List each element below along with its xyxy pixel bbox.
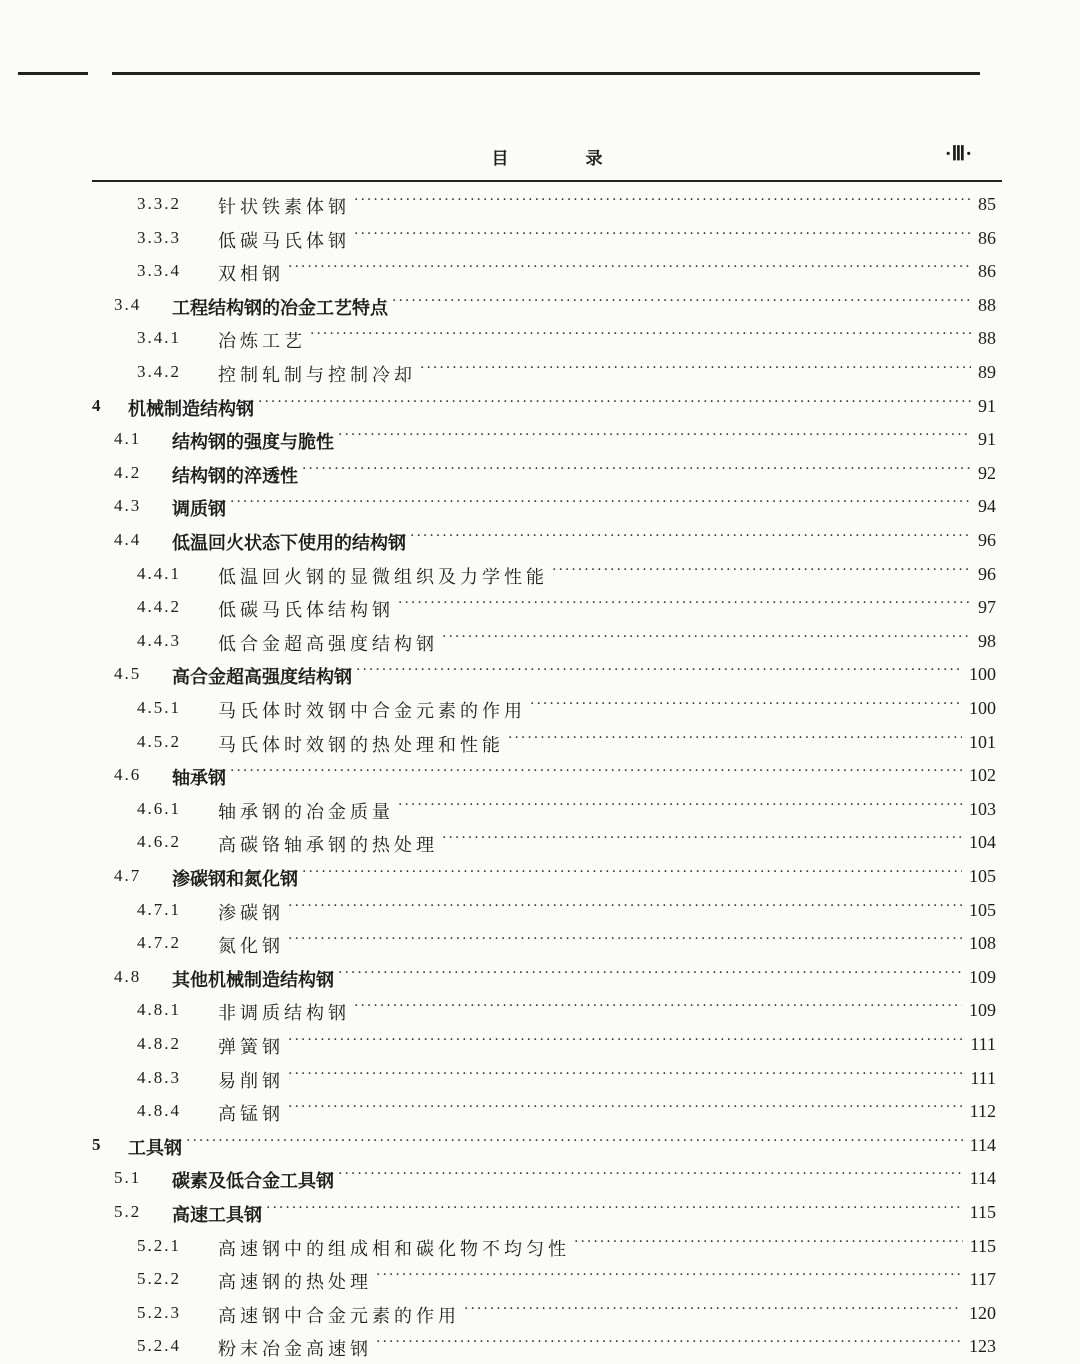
toc-entry-page: 96 <box>975 530 996 551</box>
toc-entry-page: 114 <box>967 1135 996 1156</box>
toc-entry <box>0 1095 1080 1129</box>
toc-dot-leader <box>354 226 971 248</box>
toc-entry-page: 98 <box>975 631 996 652</box>
toc-entry-page: 86 <box>975 228 996 249</box>
toc-dot-leader <box>230 494 971 516</box>
toc-dot-leader <box>398 797 962 819</box>
toc-entry-number: 4.1 <box>114 429 142 449</box>
toc-dot-leader <box>398 595 971 617</box>
toc-entry-number: 4.5.1 <box>137 698 181 717</box>
toc-entry-title: 高合金超高强度结构钢 <box>172 663 356 689</box>
toc-entry-title: 高碳铬轴承钢的热处理 <box>218 831 442 857</box>
toc-entry <box>0 994 1080 1028</box>
toc-dot-leader <box>410 528 971 550</box>
toc-entry-page: 109 <box>966 1000 996 1021</box>
toc-entry-number: 4.8.2 <box>137 1034 181 1053</box>
toc-entry-page: 102 <box>966 765 996 786</box>
toc-entry-page: 100 <box>966 698 996 719</box>
toc-dot-leader <box>288 898 962 920</box>
top-rule-segment <box>18 72 88 75</box>
toc-entry-page: 101 <box>966 732 996 753</box>
toc-entry-page: 108 <box>966 933 996 954</box>
toc-entry <box>0 726 1080 760</box>
toc-entry-page: 96 <box>975 564 996 585</box>
toc-entry-title: 渗碳钢 <box>218 899 288 925</box>
toc-dot-leader <box>186 1133 963 1155</box>
top-rule-segment <box>112 72 980 75</box>
toc-entry-number: 3.3.4 <box>137 261 181 281</box>
toc-dot-leader <box>288 259 971 281</box>
toc-entry-title: 轴承钢 <box>172 764 230 790</box>
toc-entry <box>0 759 1080 793</box>
toc-entry <box>0 1129 1080 1163</box>
toc-entry-page: 91 <box>975 429 996 450</box>
toc-entry <box>0 423 1080 457</box>
toc-entry-title: 冶炼工艺 <box>218 327 310 353</box>
toc-entry <box>0 558 1080 592</box>
toc-entry-number: 4.7.2 <box>137 933 181 953</box>
toc-entry-page: 111 <box>967 1034 996 1055</box>
toc-entry <box>0 356 1080 390</box>
toc-dot-leader <box>288 931 962 953</box>
toc-entry-number: 4.3 <box>114 496 142 516</box>
toc-entry-page: 97 <box>975 597 996 618</box>
toc-entry-title: 碳素及低合金工具钢 <box>172 1167 338 1193</box>
toc-entry-page: 115 <box>967 1202 996 1223</box>
toc-dot-leader <box>338 965 962 987</box>
toc-entry-title: 高速钢的热处理 <box>218 1268 376 1294</box>
toc-entry <box>0 793 1080 827</box>
toc-dot-leader <box>288 1066 963 1088</box>
toc-entry-title: 低碳马氏体钢 <box>218 227 354 253</box>
toc-entry-title: 马氏体时效钢的热处理和性能 <box>218 731 508 757</box>
toc-entry-number: 5.2.4 <box>137 1336 181 1356</box>
toc-entry-number: 3.3.3 <box>137 227 181 247</box>
toc-entry <box>0 826 1080 860</box>
toc-entry-page: 88 <box>975 295 996 316</box>
toc-entry-number: 4.4.3 <box>137 630 181 650</box>
toc-entry-page: 105 <box>966 900 996 921</box>
toc-entry-title: 机械制造结构钢 <box>128 395 258 421</box>
toc-entry-page: 94 <box>975 496 996 517</box>
toc-entry <box>0 524 1080 558</box>
toc-entry-number: 4.2 <box>114 462 142 482</box>
toc-dot-leader <box>302 864 962 886</box>
toc-entry <box>0 591 1080 625</box>
toc-entry-page: 123 <box>966 1336 996 1357</box>
toc-dot-leader <box>376 1334 962 1356</box>
toc-entry-number: 4.4 <box>114 530 142 549</box>
toc-entry-number: 4.4.1 <box>137 563 181 583</box>
toc-dot-leader <box>376 1267 963 1289</box>
toc-entry-number: 3.4.2 <box>137 362 181 381</box>
toc-entry-title: 高速钢中的组成相和碳化物不均匀性 <box>218 1235 574 1261</box>
toc-entry-page: 100 <box>966 664 996 685</box>
toc-entry <box>0 927 1080 961</box>
toc-entry-title: 轴承钢的冶金质量 <box>218 798 398 824</box>
toc-entry <box>0 222 1080 256</box>
toc-entry-number: 4.6.2 <box>137 832 181 852</box>
toc-entry-page: 105 <box>966 866 996 887</box>
toc-entry-number: 5.2.1 <box>137 1235 181 1255</box>
toc-entry-number: 4.6.1 <box>137 798 181 818</box>
toc-dot-leader <box>530 696 962 718</box>
toc-entry-title: 低温回火状态下使用的结构钢 <box>172 529 410 555</box>
toc-entry-number: 4 <box>92 395 101 415</box>
toc-entry-title: 渗碳钢和氮化钢 <box>172 865 302 891</box>
toc-entry-title: 弹簧钢 <box>218 1033 288 1059</box>
toc-entry-title: 低碳马氏体结构钢 <box>218 596 398 622</box>
toc-dot-leader <box>288 1032 963 1054</box>
toc-entry-number: 4.7 <box>114 866 142 885</box>
toc-entry-page: 112 <box>967 1101 996 1122</box>
toc-entry <box>0 961 1080 995</box>
toc-entry-page: 111 <box>967 1068 996 1089</box>
toc-dot-leader <box>288 1099 963 1121</box>
toc-entry-title: 工程结构钢的冶金工艺特点 <box>172 294 392 320</box>
toc-entry-title: 其他机械制造结构钢 <box>172 966 338 992</box>
toc-dot-leader <box>354 998 962 1020</box>
toc-entry-title: 结构钢的淬透性 <box>172 462 302 488</box>
toc-entry <box>0 490 1080 524</box>
toc-entry-page: 89 <box>975 362 996 383</box>
page-number: ·Ⅲ· <box>944 143 972 165</box>
toc-entry <box>0 457 1080 491</box>
toc-entry-title: 易削钢 <box>218 1067 288 1093</box>
toc-entry <box>0 1162 1080 1196</box>
toc-dot-leader <box>258 394 971 416</box>
toc-entry-number: 5.2.2 <box>137 1269 181 1289</box>
toc-entry-number: 4.5.2 <box>137 731 181 751</box>
toc-entry-title: 控制轧制与控制冷却 <box>218 361 420 387</box>
toc-entry-page: 117 <box>967 1269 996 1290</box>
toc-dot-leader <box>392 293 971 315</box>
toc-entry-title: 高锰钢 <box>218 1100 288 1126</box>
toc-entry-number: 3.4 <box>114 294 142 314</box>
toc-entry <box>0 390 1080 424</box>
toc-entry-number: 4.5 <box>114 664 142 684</box>
toc-entry-title: 工具钢 <box>128 1134 186 1160</box>
toc-entry-number: 3.3.2 <box>137 194 181 213</box>
toc-entry-title: 低温回火钢的显微组织及力学性能 <box>218 563 552 589</box>
toc-entry-page: 86 <box>975 261 996 282</box>
toc-dot-leader <box>230 763 962 785</box>
toc-entry-title: 马氏体时效钢中合金元素的作用 <box>218 697 530 723</box>
toc-dot-leader <box>508 730 962 752</box>
toc-entry <box>0 1230 1080 1264</box>
toc-entry-title: 粉末冶金高速钢 <box>218 1335 376 1361</box>
toc-entry-number: 4.8 <box>114 966 142 986</box>
toc-entry <box>0 625 1080 659</box>
toc-dot-leader <box>356 662 962 684</box>
toc-entry-number: 3.4.1 <box>137 328 181 348</box>
toc-entry-title: 氮化钢 <box>218 932 288 958</box>
toc-entry <box>0 1330 1080 1364</box>
toc-entry <box>0 1062 1080 1096</box>
toc-entry-page: 114 <box>967 1168 996 1189</box>
toc-entry-number: 4.8.4 <box>137 1101 181 1121</box>
toc-dot-leader <box>420 360 971 382</box>
toc-entry-page: 88 <box>975 328 996 349</box>
toc-dot-leader <box>574 1234 963 1256</box>
toc-entry <box>0 1028 1080 1062</box>
toc-entry-number: 4.8.3 <box>137 1067 181 1087</box>
toc-entry-title: 非调质结构钢 <box>218 999 354 1025</box>
toc-entry <box>0 692 1080 726</box>
toc-entry-title: 调质钢 <box>172 495 230 521</box>
toc-entry-page: 91 <box>975 396 996 417</box>
toc-dot-leader <box>266 1200 963 1222</box>
toc-entry-page: 104 <box>966 832 996 853</box>
toc-entry-number: 5.1 <box>114 1168 142 1188</box>
toc-dot-leader <box>302 461 971 483</box>
toc-entry <box>0 894 1080 928</box>
toc-entry <box>0 1263 1080 1297</box>
toc-dot-leader <box>338 1166 963 1188</box>
toc-entry-page: 92 <box>975 463 996 484</box>
toc-entry <box>0 860 1080 894</box>
toc-dot-leader <box>354 192 971 214</box>
toc-entry-page: 120 <box>966 1303 996 1324</box>
toc-entry-number: 4.7.1 <box>137 899 181 919</box>
toc-entry <box>0 255 1080 289</box>
toc-dot-leader <box>442 629 971 651</box>
toc-entry <box>0 1297 1080 1331</box>
toc-entry-title: 针状铁素体钢 <box>218 193 354 219</box>
toc-entry-page: 103 <box>966 799 996 820</box>
toc-dot-leader <box>338 427 971 449</box>
toc-entry-number: 5 <box>92 1134 101 1154</box>
page-header <box>92 140 1002 182</box>
toc-entry-number: 4.6 <box>114 765 142 785</box>
toc-entry <box>0 1196 1080 1230</box>
toc-entry-title: 结构钢的强度与脆性 <box>172 428 338 454</box>
toc-entry <box>0 658 1080 692</box>
toc-entry-page: 85 <box>975 194 996 215</box>
toc-entry-title: 高速工具钢 <box>172 1201 266 1227</box>
toc-entry-title: 高速钢中合金元素的作用 <box>218 1302 464 1328</box>
toc-entry-number: 5.2 <box>114 1202 142 1221</box>
toc-entry-number: 5.2.3 <box>137 1302 181 1322</box>
toc-entry-title: 双相钢 <box>218 260 288 286</box>
toc-entry-title: 低合金超高强度结构钢 <box>218 630 442 656</box>
toc-entry <box>0 289 1080 323</box>
toc-entry-page: 109 <box>966 967 996 988</box>
toc-entry-number: 4.8.1 <box>137 1000 181 1020</box>
toc-dot-leader <box>442 830 962 852</box>
page-title: 目 录 <box>491 149 633 169</box>
toc-entry-page: 115 <box>967 1236 996 1257</box>
toc-entry <box>0 322 1080 356</box>
toc-dot-leader <box>552 562 971 584</box>
toc-entry <box>0 188 1080 222</box>
toc-entry-number: 4.4.2 <box>137 597 181 617</box>
toc-dot-leader <box>464 1301 962 1323</box>
toc-dot-leader <box>310 326 971 348</box>
